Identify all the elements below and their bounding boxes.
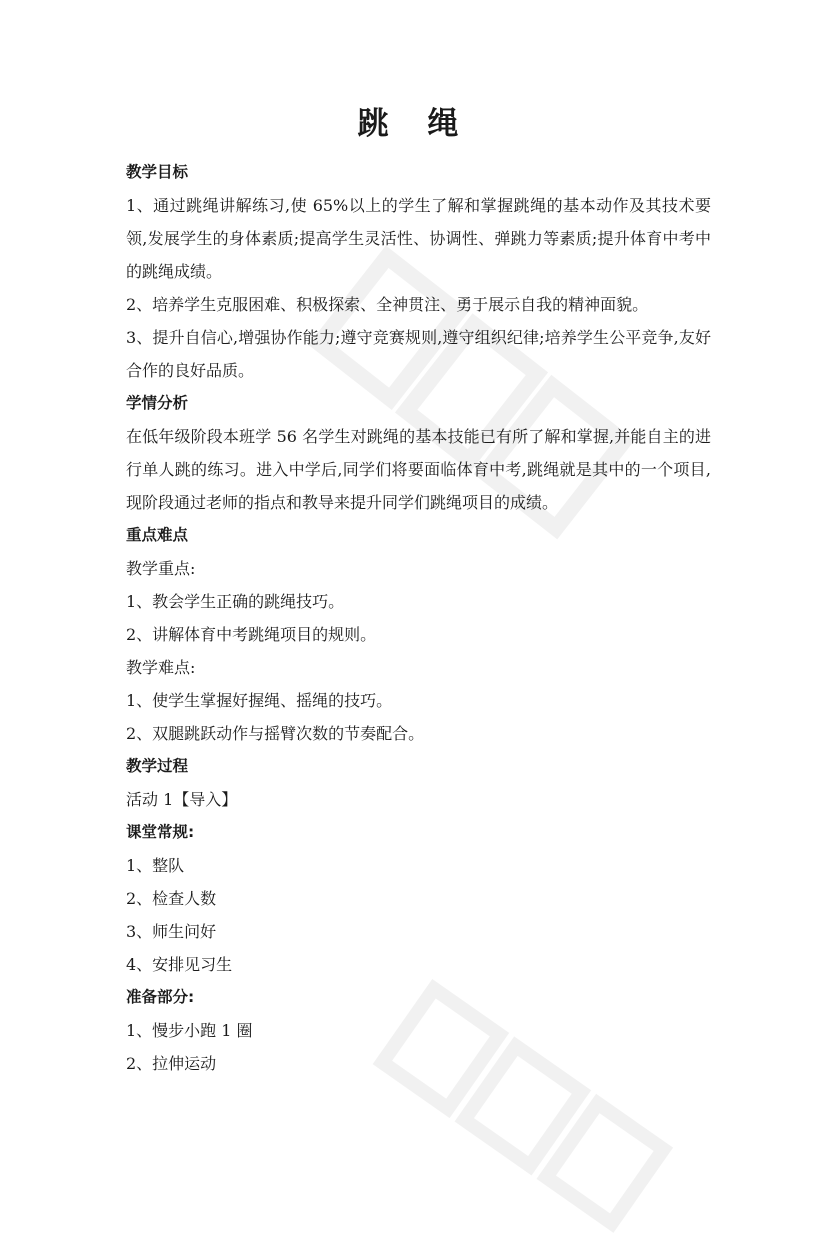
paragraph: 教学重点: [126, 559, 196, 578]
page-title: 跳 绳 [357, 106, 473, 142]
section-class-routine [126, 816, 711, 981]
section-heading: 课堂常规: [126, 823, 195, 841]
list-item: 1、整队 [126, 856, 185, 875]
paragraph: 2、讲解体育中考跳绳项目的规则。 [126, 625, 377, 644]
paragraph: 2、培养学生克服困难、积极探索、全神贯注、勇于展示自我的精神面貌。 [126, 295, 649, 314]
paragraph: 教学难点: [126, 658, 196, 677]
paragraph: 1、通过跳绳讲解练习,使 65%以上的学生了解和掌握跳绳的基本动作及其技术要领,发展学生的身体素质;提高学生灵活性、协调性、弹跳力等素质;提升体育中考中的跳绳成绩。 [126, 196, 711, 281]
list-item: 2、拉伸运动 [126, 1054, 217, 1073]
list-item: 4、安排见习生 [126, 955, 233, 974]
list-item: 2、检查人数 [126, 889, 217, 908]
section-heading: 准备部分: [126, 988, 195, 1006]
section-heading: 教学目标 [126, 163, 189, 181]
list-item: 1、慢步小跑 1 圈 [126, 1021, 253, 1040]
paragraph: 1、使学生掌握好握绳、摇绳的技巧。 [126, 691, 393, 710]
section-heading: 教学过程 [126, 757, 189, 775]
section-heading: 学情分析 [126, 394, 189, 412]
list-item: 3、师生问好 [126, 922, 217, 941]
section-teaching-process [126, 750, 711, 816]
section-preparation [126, 981, 711, 1080]
section-learner-analysis [126, 387, 711, 519]
section-objectives [126, 156, 711, 387]
document-body [126, 156, 711, 1080]
section-heading: 重点难点 [126, 526, 189, 544]
paragraph: 2、双腿跳跃动作与摇臂次数的节奏配合。 [126, 724, 425, 743]
paragraph: 3、提升自信心,增强协作能力;遵守竞赛规则,遵守组织纪律;培养学生公平竞争,友好合作的良好品质。 [126, 328, 711, 380]
paragraph: 活动 1【导入】 [126, 790, 238, 809]
paragraph: 在低年级阶段本班学 56 名学生对跳绳的基本技能已有所了解和掌握,并能自主的进行单人跳的练习。进入中学后,同学们将要面临体育中考,跳绳就是其中的一个项目,现阶段通过老师的指点和教导来提升同学们跳绳项目的成绩。 [126, 427, 711, 512]
section-key-points [126, 519, 711, 750]
paragraph: 1、教会学生正确的跳绳技巧。 [126, 592, 345, 611]
